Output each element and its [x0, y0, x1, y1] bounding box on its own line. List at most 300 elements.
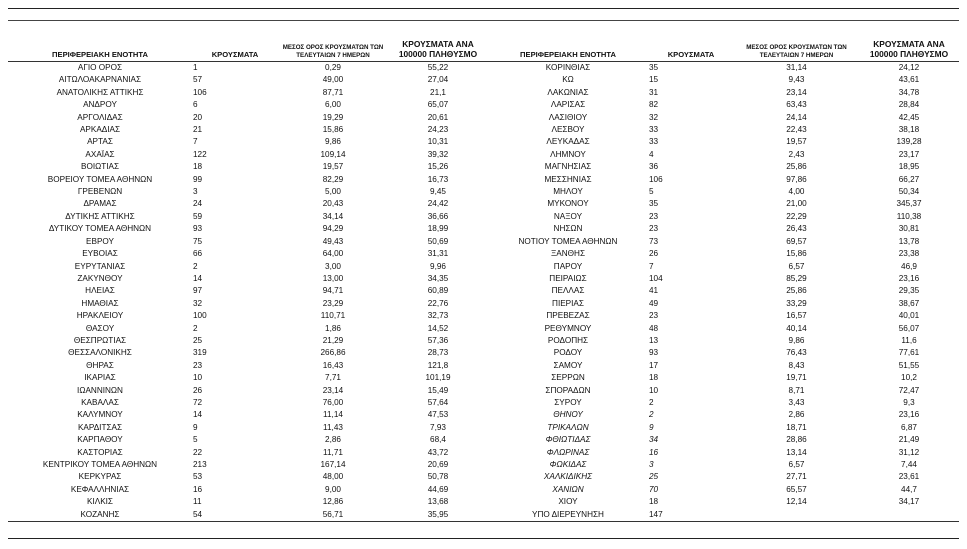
left-per100k-cell: 15,26: [427, 162, 449, 172]
left-avg-cell: 56,71: [278, 509, 388, 522]
left-cases-cell: 72: [193, 397, 203, 407]
table-row: [8, 360, 959, 372]
right-cases-cell: 26: [649, 249, 659, 259]
left-region-cell: ΕΥΡΥΤΑΝΙΑΣ: [74, 261, 126, 271]
bottom-rule: [8, 538, 959, 539]
left-per100k-cell: 47,53: [427, 410, 449, 420]
left-per100k-cell: 68,4: [430, 435, 446, 445]
table-row: [8, 484, 959, 496]
table-row: [8, 236, 959, 248]
right-cases-cell: 18: [649, 497, 659, 507]
left-per100k-cell: 21,1: [430, 87, 446, 97]
left-per100k-cell: 36,66: [427, 211, 449, 221]
left-per100k-cell: 39,32: [427, 149, 449, 159]
left-region-cell: ΑΧΑΪΑΣ: [85, 149, 115, 159]
right-per100k-cell: 345,37: [896, 199, 922, 209]
right-per100k-cell: 139,28: [896, 137, 922, 147]
left-avg-cell: 49,00: [322, 75, 344, 85]
left-region-cell: ΑΝΔΡΟΥ: [83, 100, 117, 110]
right-per100k-cell: 23,17: [898, 149, 920, 159]
table-header-row: [8, 40, 959, 62]
left-per100k-cell: 50,78: [427, 472, 449, 482]
left-region-cell: ΖΑΚΥΝΘΟΥ: [77, 273, 123, 283]
left-cases-cell: 23: [193, 360, 203, 370]
right-avg-cell: 97,86: [786, 174, 807, 184]
left-avg-cell: 6,00: [325, 100, 341, 110]
table-row: [8, 347, 959, 359]
right-per100k-cell: 34,17: [898, 497, 920, 507]
table-row: [8, 149, 959, 161]
header-avg-left: ΜΕΣΟΣ ΟΡΟΣ ΚΡΟΥΣΜΑΤΩΝ ΤΩΝ ΤΕΛΕΥΤΑΙΩΝ 7 ΗΜΕΡΩΝ: [282, 44, 384, 59]
right-cases-cell: 16: [649, 447, 659, 457]
right-cases-cell: 41: [649, 286, 659, 296]
right-cases-cell: 3: [649, 460, 654, 469]
right-avg-cell: 9,43: [788, 75, 805, 85]
table-row: [8, 99, 959, 111]
table-row: [8, 186, 959, 198]
right-avg-cell: 26,43: [786, 224, 807, 234]
left-cases-cell: 21: [193, 125, 203, 135]
left-avg-cell: 167,14: [320, 460, 346, 469]
left-region-cell: ΕΒΡΟΥ: [86, 236, 114, 246]
left-per100k-cell: 43,72: [427, 447, 449, 457]
header-cases-right: ΚΡΟΥΣΜΑΤΑ: [667, 50, 715, 59]
left-cases-cell: 16: [193, 484, 203, 494]
left-per100k-cell: 24,23: [427, 125, 449, 135]
left-per100k-cell: 31,31: [427, 249, 449, 259]
table-row: [8, 87, 959, 99]
left-avg-cell: 87,71: [322, 87, 344, 97]
right-avg-cell: 27,71: [786, 472, 807, 482]
left-cases-cell: 59: [193, 211, 203, 221]
right-cases-cell: 10: [649, 385, 659, 395]
left-per100k-cell: 10,31: [427, 137, 449, 147]
left-avg-cell: 20,43: [322, 199, 344, 209]
left-cases-cell: 213: [193, 460, 207, 469]
table-row: [8, 136, 959, 148]
right-region-cell: ΠΑΡΟΥ: [553, 261, 583, 271]
left-region-cell: ΗΡΑΚΛΕΙΟΥ: [76, 311, 124, 321]
left-avg-cell: 1,86: [325, 323, 341, 333]
right-per100k-cell: 23,61: [898, 472, 920, 482]
left-avg-cell: 76,00: [322, 397, 344, 407]
table-row: [8, 285, 959, 297]
right-region-cell: ΜΕΣΣΗΝΙΑΣ: [544, 174, 592, 184]
left-cases-cell: 5: [193, 435, 198, 445]
left-cases-cell: 57: [193, 75, 203, 85]
left-per100k-cell: 14,52: [427, 323, 449, 333]
right-per100k-cell: 34,78: [898, 87, 920, 97]
left-cases-cell: 32: [193, 298, 203, 308]
right-region-cell: ΛΑΚΩΝΙΑΣ: [547, 87, 589, 97]
right-per100k-cell: 6,87: [901, 422, 917, 432]
left-region-cell: ΓΡΕΒΕΝΩΝ: [77, 187, 123, 197]
left-region-cell: ΑΡΤΑΣ: [87, 137, 113, 147]
right-region-cell: ΧΑΛΚΙΔΙΚΗΣ: [543, 472, 593, 482]
left-cases-cell: 14: [193, 410, 203, 420]
right-per100k-cell: [859, 509, 959, 522]
header-per100k-right: ΚΡΟΥΣΜΑΤΑ ΑΝΑ 100000 ΠΛΗΘΥΣΜΟ: [869, 39, 949, 59]
left-region-cell: ΘΑΣΟΥ: [85, 323, 115, 333]
right-region-cell: ΠΙΕΡΙΑΣ: [552, 298, 584, 308]
right-per100k-cell: 42,45: [898, 112, 920, 122]
left-region-cell: ΚΕΦΑΛΛΗΝΙΑΣ: [70, 484, 130, 494]
left-region-cell: ΑΡΚΑΔΙΑΣ: [79, 125, 121, 135]
table-row: [8, 112, 959, 124]
left-per100k-cell: 28,73: [427, 348, 449, 358]
right-avg-cell: 3,43: [788, 397, 805, 407]
left-avg-cell: 49,43: [322, 236, 344, 246]
right-region-cell: ΝΑΞΟΥ: [553, 211, 583, 221]
right-per100k-cell: 11,6: [901, 335, 917, 345]
header-region-right: ΠΕΡΙΦΕΡΕΙΑΚΗ ΕΝΟΤΗΤΑ: [520, 50, 616, 59]
right-cases-cell: 31: [649, 87, 659, 97]
top-rule-secondary: [8, 20, 959, 21]
left-cases-cell: 99: [193, 174, 203, 184]
left-avg-cell: 19,57: [322, 162, 344, 172]
right-cases-cell: 2: [649, 397, 654, 407]
right-cases-cell: 13: [649, 335, 659, 345]
left-avg-cell: 109,14: [320, 149, 346, 159]
left-per100k-cell: 50,69: [427, 236, 449, 246]
right-cases-cell: 4: [649, 149, 654, 159]
left-region-cell: ΙΩΑΝΝΙΝΩΝ: [77, 385, 123, 395]
left-avg-cell: 11,14: [323, 410, 343, 420]
left-per100k-cell: 9,45: [430, 187, 446, 197]
left-cases-cell: 18: [193, 162, 203, 172]
table-row: [8, 434, 959, 446]
top-rule: [8, 8, 959, 9]
table-row: [8, 161, 959, 173]
right-per100k-cell: 43,61: [898, 75, 920, 85]
right-avg-cell: 33,29: [786, 298, 807, 308]
left-cases-cell: 24: [193, 199, 203, 209]
right-region-cell: ΠΕΙΡΑΙΩΣ: [549, 273, 587, 283]
right-avg-cell: 16,57: [786, 311, 807, 321]
right-cases-cell: 34: [649, 435, 659, 445]
left-per100k-cell: 13,68: [427, 497, 449, 507]
left-region-cell: ΚΑΡΔΙΤΣΑΣ: [77, 422, 123, 432]
left-per100k-cell: 121,8: [427, 360, 449, 370]
table-row: [8, 124, 959, 136]
right-region-cell: ΛΑΡΙΣΑΣ: [550, 100, 586, 110]
left-region-cell: ΙΚΑΡΙΑΣ: [84, 373, 116, 383]
right-per100k-cell: 30,81: [898, 224, 920, 234]
left-region-cell: ΔΡΑΜΑΣ: [83, 199, 117, 209]
table-row: [8, 372, 959, 384]
left-region-cell: ΚΙΛΚΙΣ: [86, 497, 113, 507]
right-region-cell: ΥΠΟ ΔΙΕΡΕΥΝΗΣΗ: [488, 509, 648, 522]
table-row: [8, 248, 959, 260]
right-region-cell: ΝΟΤΙΟΥ ΤΟΜΕΑ ΑΘΗΝΩΝ: [518, 236, 618, 246]
right-per100k-cell: 7,44: [901, 460, 917, 469]
left-per100k-cell: 9,96: [430, 261, 446, 271]
left-per100k-cell: 35,95: [388, 509, 488, 522]
left-per100k-cell: 7,93: [430, 422, 446, 432]
right-avg-cell: 15,86: [786, 249, 807, 259]
left-per100k-cell: 27,04: [427, 75, 449, 85]
left-per100k-cell: 20,61: [427, 112, 449, 122]
left-per100k-cell: 22,76: [427, 298, 449, 308]
right-region-cell: ΡΟΔΟΥ: [553, 348, 583, 358]
left-region-cell: ΔΥΤΙΚΟΥ ΤΟΜΕΑ ΑΘΗΝΩΝ: [48, 224, 152, 234]
left-per100k-cell: 32,73: [427, 311, 449, 321]
right-avg-cell: 23,14: [786, 87, 807, 97]
left-avg-cell: 94,29: [322, 224, 344, 234]
right-per100k-cell: 38,67: [898, 298, 920, 308]
right-per100k-cell: 28,84: [898, 100, 920, 110]
table-row: [8, 335, 959, 347]
right-per100k-cell: 21,49: [898, 435, 920, 445]
left-cases-cell: 25: [193, 335, 203, 345]
header-avg-right: ΜΕΣΟΣ ΟΡΟΣ ΚΡΟΥΣΜΑΤΩΝ ΤΩΝ ΤΕΛΕΥΤΑΙΩΝ 7 ΗΜΕΡΩΝ: [746, 44, 847, 59]
right-cases-cell: 93: [649, 348, 659, 358]
right-avg-cell: 4,00: [788, 187, 805, 197]
right-per100k-cell: 50,34: [898, 187, 920, 197]
header-per100k-left: ΚΡΟΥΣΜΑΤΑ ΑΝΑ 100000 ΠΛΗΘΥΣΜΟ: [398, 39, 478, 59]
right-region-cell: ΣΕΡΡΩΝ: [551, 373, 585, 383]
right-per100k-cell: 18,95: [898, 162, 920, 172]
left-cases-cell: 100: [193, 311, 207, 321]
right-per100k-cell: 23,16: [898, 273, 920, 283]
table-row: [8, 298, 959, 310]
right-cases-cell: 35: [649, 63, 659, 72]
right-cases-cell: 36: [649, 162, 659, 172]
right-cases-cell: 25: [649, 472, 659, 482]
right-avg-cell: 76,43: [786, 348, 807, 358]
left-cases-cell: 10: [193, 373, 203, 383]
left-avg-cell: 94,71: [322, 286, 344, 296]
right-cases-cell: 33: [649, 125, 659, 135]
right-region-cell: ΜΥΚΟΝΟΥ: [547, 199, 589, 209]
left-region-cell: ΗΜΑΘΙΑΣ: [81, 298, 119, 308]
right-avg-cell: 63,43: [786, 100, 807, 110]
left-avg-cell: 12,86: [322, 497, 344, 507]
right-cases-cell: 82: [649, 100, 659, 110]
table-row: [8, 310, 959, 322]
right-cases-cell: 9: [649, 422, 654, 432]
table-row: [8, 261, 959, 273]
table-row: [8, 422, 959, 434]
left-avg-cell: 21,29: [322, 335, 344, 345]
left-cases-cell: 54: [192, 509, 278, 522]
left-avg-cell: 2,86: [325, 435, 341, 445]
right-cases-cell: 23: [649, 224, 659, 234]
right-region-cell: ΣΠΟΡΑΔΩΝ: [545, 385, 591, 395]
right-cases-cell: 147: [648, 509, 734, 522]
left-region-cell: ΑΝΑΤΟΛΙΚΗΣ ΑΤΤΙΚΗΣ: [56, 87, 144, 97]
left-per100k-cell: 18,99: [427, 224, 449, 234]
left-avg-cell: 16,43: [322, 360, 344, 370]
left-cases-cell: 122: [193, 149, 207, 159]
right-per100k-cell: 72,47: [898, 385, 920, 395]
right-region-cell: ΝΗΣΩΝ: [553, 224, 583, 234]
left-avg-cell: 48,00: [322, 472, 344, 482]
left-avg-cell: 82,29: [322, 174, 344, 184]
table-row: [8, 459, 959, 471]
right-per100k-cell: 40,01: [898, 311, 920, 321]
right-per100k-cell: 23,16: [898, 410, 920, 420]
left-region-cell: ΗΛΕΙΑΣ: [85, 286, 115, 296]
right-region-cell: ΧΙΟΥ: [558, 497, 578, 507]
left-cases-cell: 66: [193, 249, 203, 259]
left-avg-cell: 34,14: [322, 211, 344, 221]
right-per100k-cell: 44,7: [901, 484, 917, 494]
left-per100k-cell: 55,22: [427, 63, 449, 72]
right-region-cell: ΛΕΥΚΑΔΑΣ: [546, 137, 590, 147]
right-cases-cell: 49: [649, 298, 659, 308]
right-per100k-cell: 46,9: [901, 261, 917, 271]
left-region-cell: ΚΑΣΤΟΡΙΑΣ: [77, 447, 123, 457]
table-row: [8, 471, 959, 483]
left-cases-cell: 3: [193, 187, 198, 197]
right-per100k-cell: 13,78: [898, 236, 920, 246]
left-per100k-cell: 57,64: [427, 397, 449, 407]
table-row: [8, 273, 959, 285]
left-avg-cell: 23,14: [322, 385, 344, 395]
table-row: [8, 397, 959, 409]
right-per100k-cell: 56,07: [898, 323, 920, 333]
left-cases-cell: 9: [193, 422, 198, 432]
right-cases-cell: 23: [649, 211, 659, 221]
left-avg-cell: 9,00: [325, 484, 341, 494]
right-cases-cell: 5: [649, 187, 654, 197]
table-body: [8, 62, 959, 522]
left-avg-cell: 7,71: [325, 373, 341, 383]
table-row: [8, 74, 959, 86]
right-per100k-cell: 24,12: [898, 63, 920, 72]
left-cases-cell: 106: [193, 87, 207, 97]
right-avg-cell: 25,86: [786, 286, 807, 296]
left-cases-cell: 75: [193, 236, 203, 246]
right-cases-cell: 18: [649, 373, 659, 383]
left-avg-cell: 11,71: [323, 447, 343, 457]
right-avg-cell: 6,57: [788, 261, 805, 271]
header-region-left: ΠΕΡΙΦΕΡΕΙΑΚΗ ΕΝΟΤΗΤΑ: [52, 50, 148, 59]
right-avg-cell: 18,71: [786, 422, 807, 432]
right-region-cell: ΤΡΙΚΑΛΩΝ: [547, 422, 589, 432]
right-region-cell: ΣΑΜΟΥ: [553, 360, 583, 370]
right-avg-cell: 2,86: [788, 410, 805, 420]
covid-cases-table: [8, 40, 959, 522]
left-cases-cell: 53: [193, 472, 203, 482]
right-cases-cell: 7: [649, 261, 654, 271]
table-row: [8, 509, 959, 522]
header-cases-left: ΚΡΟΥΣΜΑΤΑ: [211, 50, 259, 59]
left-cases-cell: 2: [193, 261, 198, 271]
right-region-cell: ΘΗΝΟΥ: [553, 410, 583, 420]
right-cases-cell: 104: [649, 273, 663, 283]
left-region-cell: ΑΓΙΟ ΟΡΟΣ: [77, 63, 123, 72]
left-region-cell: ΔΥΤΙΚΗΣ ΑΤΤΙΚΗΣ: [65, 211, 135, 221]
right-region-cell: ΡΟΔΟΠΗΣ: [547, 335, 589, 345]
right-per100k-cell: 38,18: [898, 125, 920, 135]
left-avg-cell: 64,00: [322, 249, 344, 259]
table-row: [8, 198, 959, 210]
right-avg-cell: 8,71: [788, 385, 805, 395]
table-row: [8, 323, 959, 335]
left-region-cell: ΚΑΛΥΜΝΟΥ: [77, 410, 123, 420]
right-avg-cell: 19,71: [786, 373, 807, 383]
right-cases-cell: 73: [649, 236, 659, 246]
right-per100k-cell: 110,38: [896, 211, 922, 221]
left-region-cell: ΚΑΡΠΑΘΟΥ: [77, 435, 123, 445]
right-region-cell: ΣΥΡΟΥ: [554, 397, 582, 407]
left-per100k-cell: 20,69: [427, 460, 449, 469]
right-avg-cell: 24,14: [786, 112, 807, 122]
left-per100k-cell: 15,49: [427, 385, 449, 395]
table-row: [8, 447, 959, 459]
right-avg-cell: 22,29: [786, 211, 807, 221]
left-per100k-cell: 101,19: [425, 373, 451, 383]
right-region-cell: ΜΑΓΝΗΣΙΑΣ: [544, 162, 592, 172]
left-cases-cell: 97: [193, 286, 203, 296]
left-per100k-cell: 16,73: [427, 174, 449, 184]
left-cases-cell: 2: [193, 323, 198, 333]
right-avg-cell: 6,57: [788, 460, 805, 469]
right-avg-cell: 2,43: [788, 149, 805, 159]
left-per100k-cell: 65,07: [427, 100, 449, 110]
right-per100k-cell: 29,35: [898, 286, 920, 296]
right-avg-cell: 25,86: [786, 162, 807, 172]
table-row: [8, 409, 959, 421]
left-avg-cell: 110,71: [320, 311, 346, 321]
right-region-cell: ΦΛΩΡΙΝΑΣ: [546, 447, 590, 457]
right-avg-cell: 22,43: [786, 125, 807, 135]
right-region-cell: ΛΑΣΙΘΙΟΥ: [548, 112, 588, 122]
right-cases-cell: 15: [649, 75, 659, 85]
right-avg-cell: 31,14: [786, 63, 807, 72]
left-cases-cell: 26: [193, 385, 203, 395]
left-region-cell: ΘΕΣΠΡΩΤΙΑΣ: [73, 335, 127, 345]
left-cases-cell: 6: [193, 100, 198, 110]
table-row: [8, 385, 959, 397]
left-per100k-cell: 34,35: [427, 273, 449, 283]
right-avg-cell: 28,86: [786, 435, 807, 445]
left-per100k-cell: 57,36: [427, 335, 449, 345]
right-region-cell: ΠΡΕΒΕΖΑΣ: [546, 311, 590, 321]
right-cases-cell: 70: [649, 484, 659, 494]
table-row: [8, 211, 959, 223]
right-per100k-cell: 23,38: [898, 249, 920, 259]
left-region-cell: ΒΟΡΕΙΟΥ ΤΟΜΕΑ ΑΘΗΝΩΝ: [47, 174, 153, 184]
right-avg-cell: 69,57: [786, 236, 807, 246]
right-avg-cell: 8,43: [788, 360, 805, 370]
left-region-cell: ΘΗΡΑΣ: [86, 360, 114, 370]
left-per100k-cell: 44,69: [427, 484, 449, 494]
right-avg-cell: 40,14: [786, 323, 807, 333]
right-per100k-cell: 31,12: [898, 447, 920, 457]
right-region-cell: ΧΑΝΙΩΝ: [552, 484, 584, 494]
left-region-cell: ΚΟΖΑΝΗΣ: [8, 509, 192, 522]
right-cases-cell: 17: [649, 360, 659, 370]
right-per100k-cell: 77,61: [898, 348, 920, 358]
right-cases-cell: 106: [649, 174, 663, 184]
left-region-cell: ΚΑΒΑΛΑΣ: [81, 397, 119, 407]
left-region-cell: ΑΙΤΩΛΟΑΚΑΡΝΑΝΙΑΣ: [58, 75, 142, 85]
left-region-cell: ΒΟΙΩΤΙΑΣ: [80, 162, 120, 172]
right-region-cell: ΛΗΜΝΟΥ: [550, 149, 586, 159]
left-cases-cell: 319: [193, 348, 207, 358]
right-avg-cell: 85,29: [786, 273, 807, 283]
right-cases-cell: 32: [649, 112, 659, 122]
right-per100k-cell: 51,55: [898, 360, 920, 370]
right-per100k-cell: 10,2: [901, 373, 917, 383]
table-row: [8, 496, 959, 508]
right-cases-cell: 2: [649, 410, 654, 420]
left-cases-cell: 7: [193, 137, 198, 147]
left-cases-cell: 22: [193, 447, 203, 457]
